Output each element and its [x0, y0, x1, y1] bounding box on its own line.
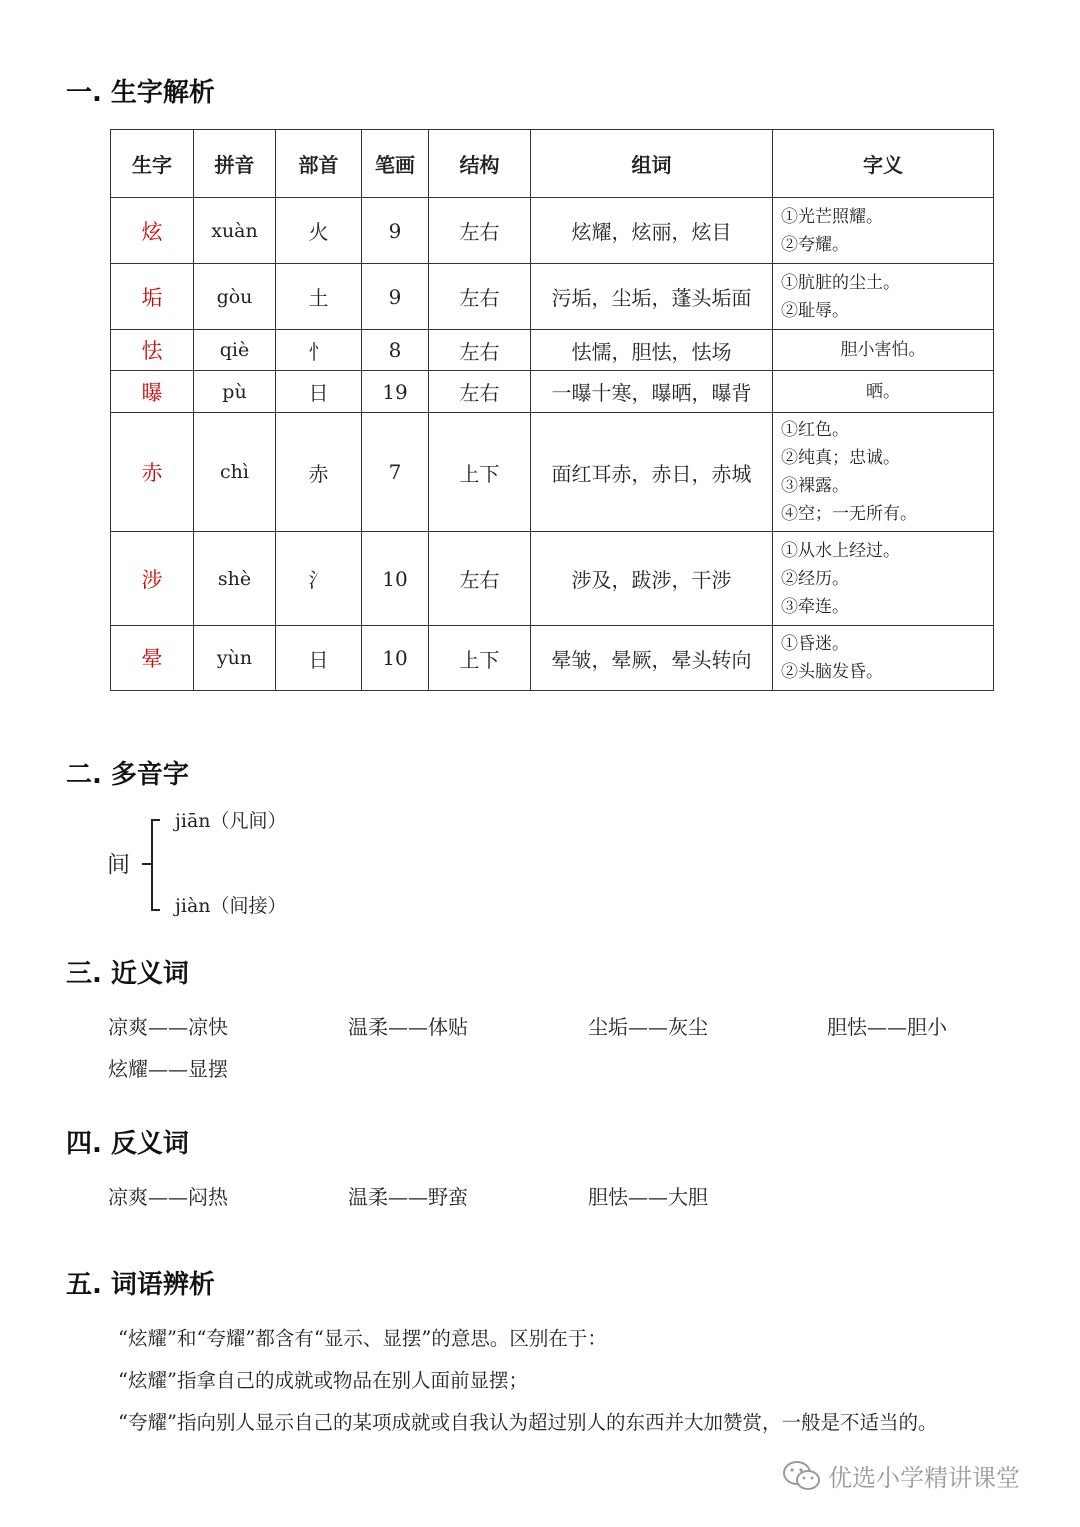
- cell-radical: 土: [276, 264, 362, 330]
- synonym-pair: 尘垢——灰尘: [588, 1015, 708, 1039]
- section-5-title: 五. 词语辨析: [66, 1270, 215, 1300]
- header-char: 生字: [111, 130, 194, 198]
- cell-words: 怯懦，胆怯，怯场: [531, 330, 773, 371]
- header-words: 组词: [531, 130, 773, 198]
- character-table: [110, 129, 994, 691]
- cell-structure: 左右: [429, 371, 531, 413]
- meaning-line: ②经历。: [781, 568, 849, 589]
- cell-pinyin: pù: [194, 371, 276, 413]
- cell-structure: 上下: [429, 626, 531, 691]
- meaning-line: ②耻辱。: [781, 300, 849, 321]
- cell-structure: 左右: [429, 264, 531, 330]
- cell-char: 垢: [111, 264, 194, 330]
- header-meaning: 字义: [773, 130, 994, 198]
- reading-1: jiān（凡间）: [175, 810, 287, 832]
- cell-structure: 左右: [429, 198, 531, 264]
- meaning-line: ②头脑发昏。: [781, 662, 883, 682]
- synonym-pair: 凉爽——凉快: [108, 1015, 228, 1039]
- cell-char: 涉: [111, 532, 194, 626]
- meaning-line: ③牵连。: [781, 596, 849, 617]
- cell-words: 污垢，尘垢，蓬头垢面: [531, 264, 773, 330]
- cell-pinyin: shè: [194, 532, 276, 626]
- meaning-line: ②纯真；忠诚。: [781, 448, 900, 468]
- meaning-line: ②夸耀。: [781, 234, 849, 255]
- cell-radical: 氵: [276, 532, 362, 626]
- table-row: [111, 532, 994, 626]
- cell-strokes: 10: [362, 626, 429, 691]
- analysis-line: “炫耀”指拿自己的成就或物品在别人面前显摆；: [118, 1369, 528, 1392]
- cell-strokes: 8: [362, 330, 429, 371]
- cell-char: 晕: [111, 626, 194, 691]
- synonym-pair: 胆怯——胆小: [827, 1015, 947, 1039]
- wechat-icon: [782, 1459, 822, 1493]
- section-2-title: 二. 多音字: [66, 760, 189, 790]
- cell-structure: 左右: [429, 532, 531, 626]
- section-4-title: 四. 反义词: [66, 1129, 189, 1159]
- cell-words: 晕皱，晕厥，晕头转向: [531, 626, 773, 691]
- antonym-pair: 胆怯——大胆: [588, 1185, 708, 1209]
- header-structure: 结构: [429, 130, 531, 198]
- meaning-line: ①红色。: [781, 420, 849, 440]
- analysis-line: “炫耀”和“夸耀”都含有“显示、显摆”的意思。区别在于：: [118, 1327, 607, 1350]
- cell-meaning: [773, 330, 994, 371]
- cell-meaning: [773, 371, 994, 413]
- table-row: [111, 371, 994, 413]
- cell-strokes: 9: [362, 198, 429, 264]
- table-row: [111, 330, 994, 371]
- header-radical: 部首: [276, 130, 362, 198]
- meaning-line: ③裸露。: [781, 476, 849, 496]
- cell-radical: 忄: [276, 330, 362, 371]
- brace-icon: [140, 818, 164, 912]
- cell-radical: 日: [276, 626, 362, 691]
- cell-radical: 火: [276, 198, 362, 264]
- cell-char: 赤: [111, 413, 194, 532]
- meaning-line: ①昏迷。: [781, 634, 849, 654]
- watermark-text: 优选小学精讲课堂: [828, 1464, 1020, 1492]
- cell-words: 面红耳赤，赤日，赤城: [531, 413, 773, 532]
- cell-pinyin: chì: [194, 413, 276, 532]
- cell-strokes: 19: [362, 371, 429, 413]
- reading-2: jiàn（间接）: [175, 895, 287, 917]
- table-row: [111, 626, 994, 691]
- cell-strokes: 7: [362, 413, 429, 532]
- analysis-line: “夸耀”指向别人显示自己的某项成就或自我认为超过别人的东西并大加赞赏，一般是不适当的。: [118, 1411, 938, 1434]
- polyphonic-char: 间: [107, 852, 130, 878]
- cell-pinyin: yùn: [194, 626, 276, 691]
- table-header-row: [111, 130, 994, 198]
- cell-structure: 上下: [429, 413, 531, 532]
- meaning-line: ④空；一无所有。: [781, 504, 917, 524]
- cell-meaning: [773, 532, 994, 626]
- table-row: [111, 413, 994, 532]
- cell-pinyin: xuàn: [194, 198, 276, 264]
- antonym-pair: 凉爽——闷热: [108, 1185, 228, 1209]
- cell-char: 怯: [111, 330, 194, 371]
- cell-words: 一曝十寒，曝晒，曝背: [531, 371, 773, 413]
- meaning-line: ①光芒照耀。: [781, 206, 883, 227]
- cell-pinyin: qiè: [194, 330, 276, 371]
- cell-char: 曝: [111, 371, 194, 413]
- meaning-line: 晒。: [866, 381, 900, 402]
- table-row: [111, 198, 994, 264]
- section-1-title: 一. 生字解析: [66, 78, 215, 108]
- antonym-pair: 温柔——野蛮: [348, 1185, 468, 1209]
- header-pinyin: 拼音: [194, 130, 276, 198]
- synonym-pair: 温柔——体贴: [348, 1015, 468, 1039]
- table-row: [111, 264, 994, 330]
- cell-radical: 赤: [276, 413, 362, 532]
- cell-meaning: [773, 264, 994, 330]
- watermark: [782, 1458, 1020, 1493]
- cell-pinyin: gòu: [194, 264, 276, 330]
- cell-strokes: 10: [362, 532, 429, 626]
- synonym-pair: 炫耀——显摆: [108, 1057, 228, 1081]
- cell-meaning: [773, 413, 994, 532]
- cell-meaning: [773, 198, 994, 264]
- header-strokes: 笔画: [362, 130, 429, 198]
- cell-char: 炫: [111, 198, 194, 264]
- section-3-title: 三. 近义词: [66, 959, 189, 989]
- cell-structure: 左右: [429, 330, 531, 371]
- meaning-line: 胆小害怕。: [840, 340, 926, 360]
- meaning-line: ①从水上经过。: [781, 540, 900, 561]
- cell-meaning: [773, 626, 994, 691]
- cell-strokes: 9: [362, 264, 429, 330]
- cell-radical: 日: [276, 371, 362, 413]
- cell-words: 涉及，跋涉，干涉: [531, 532, 773, 626]
- meaning-line: ①肮脏的尘土。: [781, 272, 900, 293]
- cell-words: 炫耀，炫丽，炫目: [531, 198, 773, 264]
